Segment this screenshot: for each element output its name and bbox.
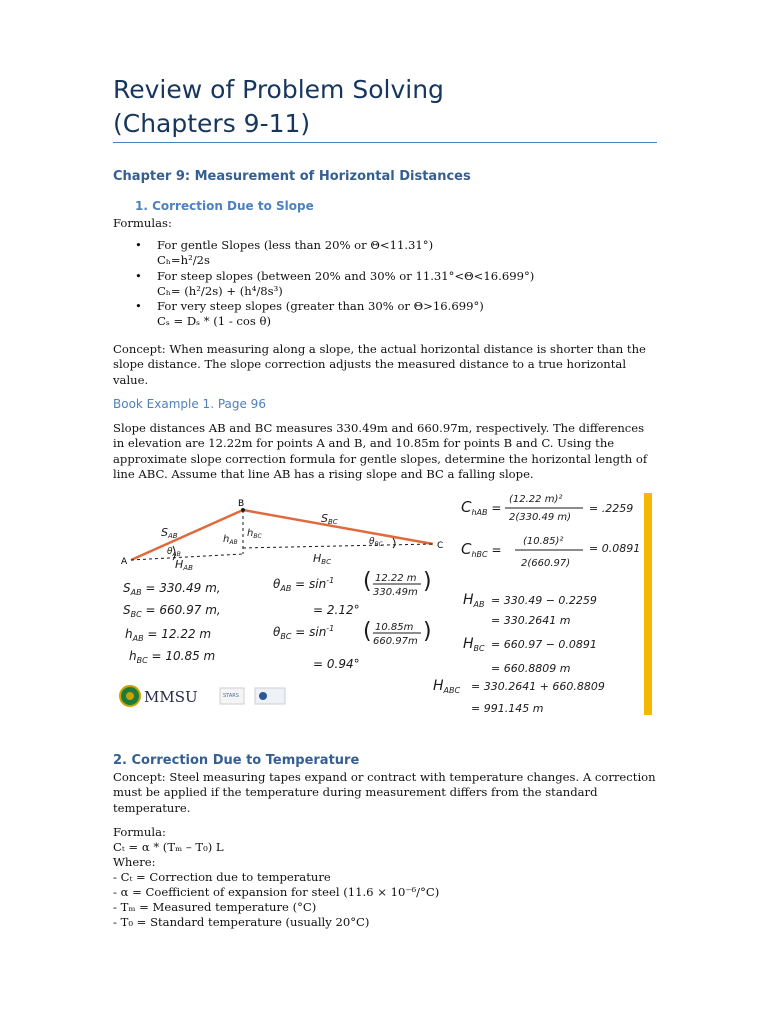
point-b-label: B bbox=[238, 499, 245, 509]
list-item bbox=[135, 238, 655, 269]
section-2-heading: 2. Correction Due to Temperature bbox=[113, 753, 360, 768]
title-divider bbox=[113, 142, 657, 143]
ch-bc-numerator: (10.85)² bbox=[523, 536, 564, 547]
angle-bc-result: = 0.94° bbox=[313, 657, 360, 671]
label-theta-ab: $\theta_{AB}$ bbox=[167, 547, 181, 558]
given-h-ab: $h_{AB} = 12.22$ m bbox=[125, 627, 212, 643]
angle-bc-numerator: 10.85m bbox=[375, 622, 414, 633]
title-line-1: Review of Problem Solving bbox=[113, 75, 444, 104]
bullet-formula: Cₛ = Dₛ * (1 - cos θ) bbox=[157, 314, 272, 329]
label-h-ab: $h_{AB}$ bbox=[223, 534, 238, 546]
h-bc-lhs: $H_{BC}$ bbox=[463, 636, 485, 653]
temperature-concept-paragraph: Concept: Steel measuring tapes expand or contract with temperature changes. A correction must be applied if the temperature during measurement differs from the standard temperature. bbox=[113, 770, 656, 815]
where-label: Where: bbox=[113, 855, 156, 869]
angle-ab-paren-right: ) bbox=[423, 569, 432, 594]
h-bc-line1: = 660.97 − 0.0891 bbox=[491, 638, 597, 651]
stars-badge-text: STARS bbox=[223, 693, 239, 699]
ch-bc-result: = 0.0891 bbox=[589, 542, 641, 555]
bullet-text: For gentle Slopes (less than 20% or Θ<11.31°) bbox=[157, 238, 434, 252]
h-ab-line1: = 330.49 − 0.2259 bbox=[491, 594, 597, 607]
angle-bc-paren-right: ) bbox=[423, 619, 432, 644]
bullet-formula: Cₕ=h²/2s bbox=[157, 253, 210, 268]
ch-ab-denominator: 2(330.49 m) bbox=[509, 512, 572, 523]
document-title bbox=[113, 73, 673, 141]
mmsu-seal-center bbox=[126, 692, 134, 700]
title-line-2: (Chapters 9-11) bbox=[113, 109, 311, 138]
partner-badge-dot bbox=[259, 692, 267, 700]
ch-bc-lhs: $C_{hBC}$ = bbox=[461, 540, 502, 559]
label-s-ab: SAB bbox=[161, 526, 178, 540]
highlight-bar bbox=[644, 493, 652, 715]
angle-ab-result: = 2.12° bbox=[313, 603, 360, 617]
given-h-bc: $h_{BC} = 10.85$ m bbox=[129, 649, 216, 665]
chapter-9-heading: Chapter 9: Measurement of Horizontal Distances bbox=[113, 169, 471, 184]
h-ab-lhs: $H_{AB}$ bbox=[463, 592, 485, 609]
point-a-label: A bbox=[121, 557, 128, 567]
slope-formula-list bbox=[135, 238, 655, 330]
bullet-text: For very steep slopes (greater than 30% or Θ>16.699°) bbox=[157, 299, 484, 314]
label-theta-bc: $\theta_{BC}$ bbox=[369, 537, 383, 548]
label-h-bc: $h_{BC}$ bbox=[247, 528, 262, 540]
formulas-label: Formulas: bbox=[113, 216, 172, 230]
ch-bc-denominator: 2(660.97) bbox=[521, 558, 571, 569]
bullet-text: For steep slopes (between 20% and 30% or 11.31°<Θ<16.699°) bbox=[157, 268, 535, 283]
slope-concept-paragraph: Concept: When measuring along a slope, the actual horizontal distance is shorter than the slope distance. The slope correction adjusts the measured distance to a true horizontal value. bbox=[113, 342, 646, 387]
label-H-bc: HBC bbox=[313, 552, 331, 566]
temperature-formula: Cₜ = α * (Tₘ – T₀) L bbox=[113, 840, 224, 854]
list-item bbox=[135, 269, 655, 300]
angle-bc-paren-left: ( bbox=[363, 619, 372, 644]
definition-item: - T₀ = Standard temperature (usually 20°C) bbox=[113, 915, 370, 929]
angle-ab-equation: $\theta_{AB} = \sin^{-1}$ bbox=[273, 576, 335, 593]
handwritten-solution-figure bbox=[113, 488, 658, 718]
example-problem-paragraph: Slope distances AB and BC measures 330.49m and 660.97m, respectively. The differences in elevation are 12.22m for points A and B, and 10.85m for points B and C. Using the approximate slope correction formula for gentle slopes, determine the horizontal length of line ABC. Assume that line AB has a rising slope and BC a falling slope. bbox=[113, 421, 648, 481]
solution-sketch bbox=[113, 488, 658, 718]
definition-item: - Tₘ = Measured temperature (°C) bbox=[113, 900, 317, 914]
point-c-label: C bbox=[437, 541, 444, 551]
section-1-heading: 1. Correction Due to Slope bbox=[135, 199, 314, 213]
list-item bbox=[135, 299, 655, 330]
book-example-title: Book Example 1. Page 96 bbox=[113, 397, 266, 411]
bullet-formula: Cₕ= (h²/2s) + (h⁴/8s³) bbox=[157, 283, 283, 298]
h-abc-line2: = 991.145 m bbox=[471, 702, 544, 715]
formula-label: Formula: bbox=[113, 825, 166, 839]
h-ab-line2: = 330.2641 m bbox=[491, 614, 571, 627]
label-H-ab: HAB bbox=[175, 558, 193, 572]
given-s-ab: $S_{AB} = 330.49$ m, bbox=[123, 581, 221, 597]
bullet-glyph: • bbox=[135, 238, 142, 252]
h-abc-lhs: $H_{ABC}$ bbox=[433, 678, 461, 695]
given-s-bc: $S_{BC} = 660.97$ m, bbox=[123, 603, 221, 619]
mmsu-logo-text: MMSU bbox=[144, 688, 198, 706]
definition-item: - α = Coefficient of expansion for steel (11.6 × 10⁻⁶/°C) bbox=[113, 885, 440, 899]
h-bc-line2: = 660.8809 m bbox=[491, 662, 571, 675]
angle-bc-denominator: 660.97m bbox=[373, 636, 418, 647]
bullet-glyph: • bbox=[135, 299, 142, 314]
angle-ab-paren-left: ( bbox=[363, 569, 372, 594]
definition-item: - Cₜ = Correction due to temperature bbox=[113, 870, 331, 884]
angle-ab-numerator: 12.22 m bbox=[375, 573, 417, 584]
mmsu-logo bbox=[120, 686, 198, 706]
label-s-bc: SBC bbox=[321, 512, 338, 526]
ch-ab-lhs: $C_{hAB}$ = bbox=[461, 498, 502, 517]
bullet-glyph: • bbox=[135, 268, 142, 283]
ch-ab-numerator: (12.22 m)² bbox=[509, 494, 563, 505]
ch-ab-result: = .2259 bbox=[589, 502, 634, 515]
angle-bc-equation: $\theta_{BC} = \sin^{-1}$ bbox=[273, 624, 335, 641]
h-abc-line1: = 330.2641 + 660.8809 bbox=[471, 680, 605, 693]
angle-ab-denominator: 330.49m bbox=[373, 587, 418, 598]
